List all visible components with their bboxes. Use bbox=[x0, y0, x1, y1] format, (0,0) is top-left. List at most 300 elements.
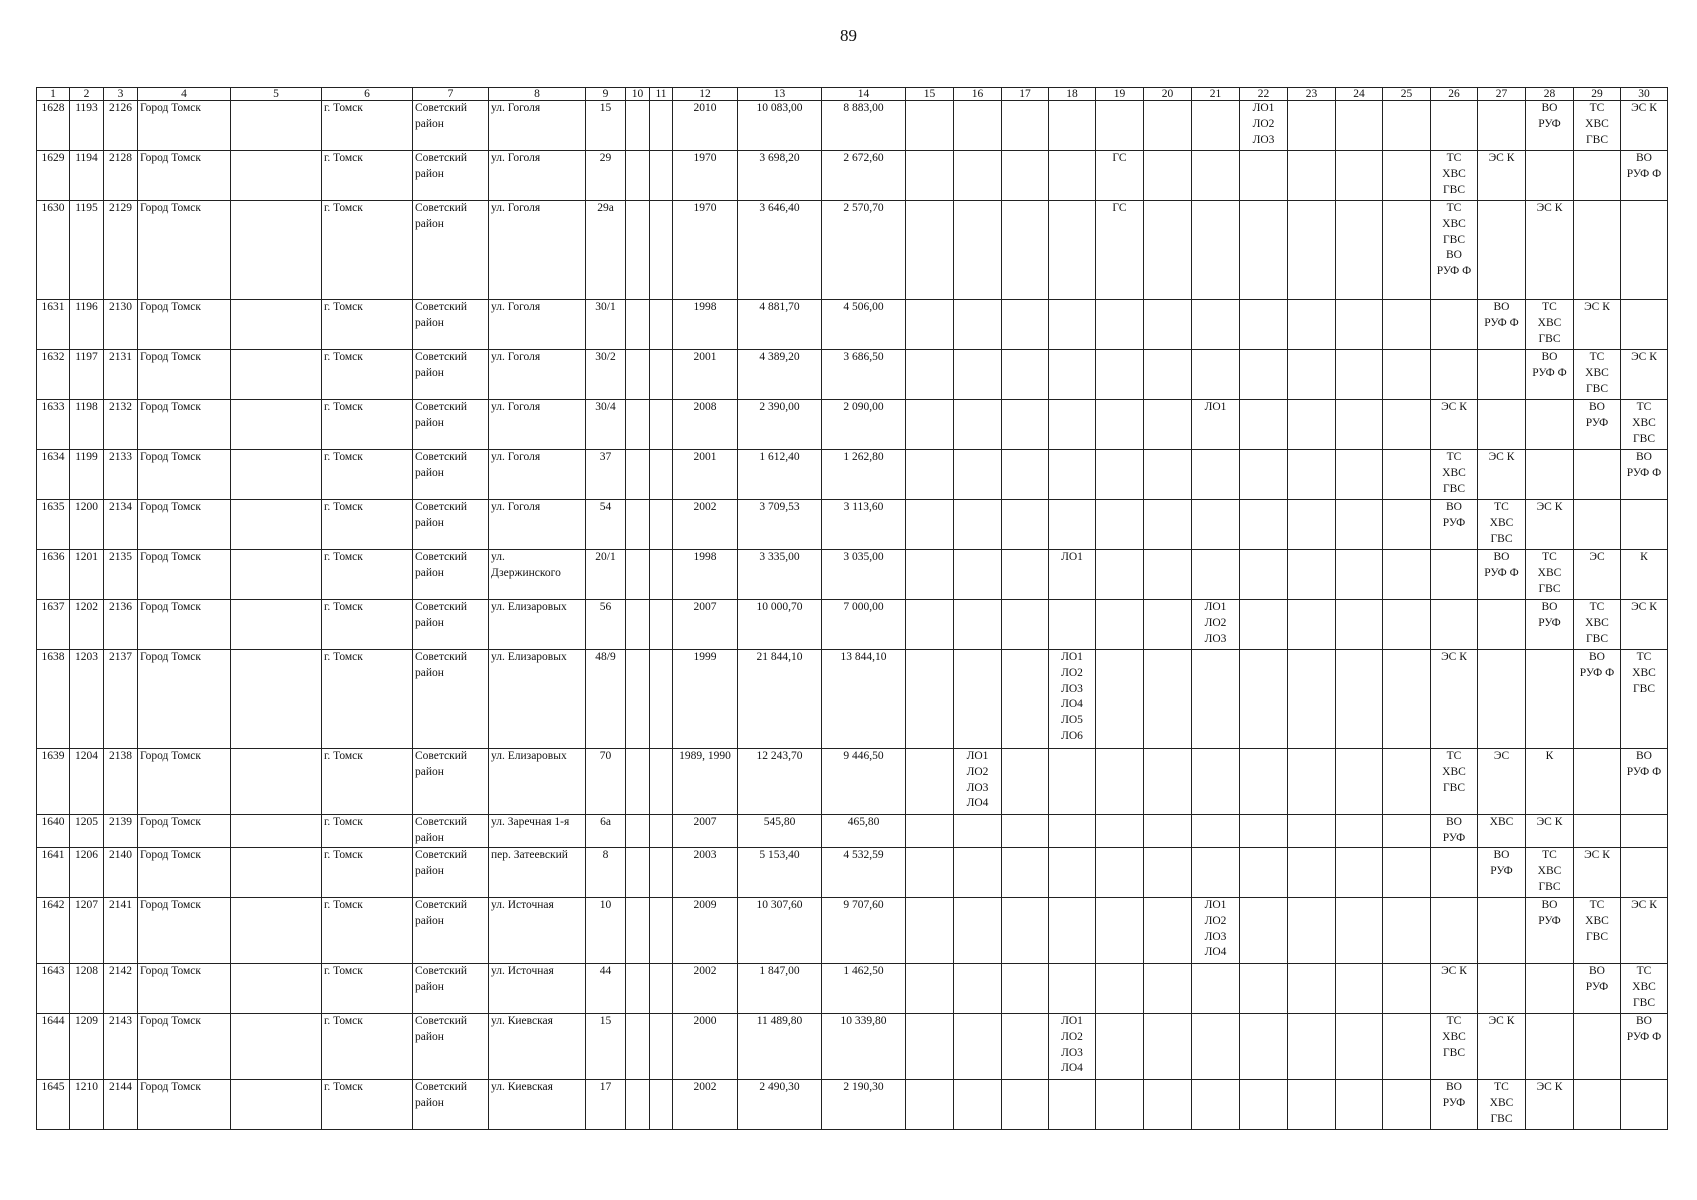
table-cell: Город Томск bbox=[138, 300, 231, 350]
table-cell bbox=[954, 101, 1002, 151]
table-cell: г. Томск bbox=[322, 500, 413, 550]
table-cell: 2010 bbox=[673, 101, 738, 151]
table-cell: г. Томск bbox=[322, 1014, 413, 1080]
header-cell: 27 bbox=[1478, 88, 1526, 101]
table-cell: г. Томск bbox=[322, 898, 413, 964]
table-cell: 3 035,00 bbox=[822, 550, 906, 600]
header-cell: 3 bbox=[104, 88, 138, 101]
table-cell bbox=[1096, 400, 1144, 450]
table-cell bbox=[906, 815, 954, 848]
table-cell: 1204 bbox=[70, 749, 104, 815]
table-cell bbox=[1383, 1014, 1431, 1080]
table-cell bbox=[1478, 350, 1526, 400]
table-cell: 1644 bbox=[37, 1014, 70, 1080]
table-cell bbox=[1144, 848, 1192, 898]
table-cell: 1645 bbox=[37, 1080, 70, 1130]
header-cell: 22 bbox=[1240, 88, 1288, 101]
table-cell: Город Томск bbox=[138, 151, 231, 201]
table-cell: 1198 bbox=[70, 400, 104, 450]
table-cell bbox=[954, 500, 1002, 550]
table-cell bbox=[1288, 450, 1336, 500]
table-cell bbox=[1144, 898, 1192, 964]
table-cell: 2001 bbox=[673, 350, 738, 400]
table-cell bbox=[1096, 101, 1144, 151]
table-cell: 1637 bbox=[37, 600, 70, 650]
table-row bbox=[37, 898, 1668, 964]
table-cell bbox=[1144, 400, 1192, 450]
table-cell bbox=[1002, 650, 1049, 749]
table-cell bbox=[1002, 350, 1049, 400]
table-cell bbox=[1002, 815, 1049, 848]
table-cell: ул. Заречная 1-я bbox=[489, 815, 586, 848]
table-cell bbox=[1240, 500, 1288, 550]
header-cell: 15 bbox=[906, 88, 954, 101]
table-cell: 2130 bbox=[104, 300, 138, 350]
table-cell bbox=[1002, 101, 1049, 151]
table-cell bbox=[1002, 500, 1049, 550]
table-cell: Город Томск bbox=[138, 550, 231, 600]
table-cell: Город Томск bbox=[138, 964, 231, 1014]
table-cell: 1632 bbox=[37, 350, 70, 400]
table-cell: 3 646,40 bbox=[738, 201, 822, 300]
table-row bbox=[37, 815, 1668, 848]
header-cell: 12 bbox=[673, 88, 738, 101]
table-cell bbox=[954, 848, 1002, 898]
table-cell: Советский район bbox=[413, 1080, 489, 1130]
table-cell: 4 506,00 bbox=[822, 300, 906, 350]
table-cell bbox=[906, 550, 954, 600]
table-cell bbox=[1288, 650, 1336, 749]
table-cell bbox=[650, 650, 673, 749]
table-cell bbox=[1096, 964, 1144, 1014]
table-cell: 1199 bbox=[70, 450, 104, 500]
table-cell: г. Томск bbox=[322, 964, 413, 1014]
table-cell bbox=[906, 1014, 954, 1080]
table-cell: 2002 bbox=[673, 1080, 738, 1130]
table-cell bbox=[1192, 300, 1240, 350]
table-cell bbox=[1049, 749, 1096, 815]
table-cell: ВО РУФ Ф bbox=[1621, 749, 1668, 815]
table-cell: ТС ХВС ГВС bbox=[1431, 151, 1478, 201]
table-cell bbox=[1144, 350, 1192, 400]
table-cell bbox=[1192, 815, 1240, 848]
table-cell bbox=[1096, 1014, 1144, 1080]
table-cell bbox=[1192, 450, 1240, 500]
table-row bbox=[37, 1014, 1668, 1080]
table-cell: 29а bbox=[586, 201, 626, 300]
table-cell bbox=[231, 815, 322, 848]
table-cell: г. Томск bbox=[322, 848, 413, 898]
table-cell bbox=[906, 350, 954, 400]
table-cell: 7 000,00 bbox=[822, 600, 906, 650]
header-cell: 24 bbox=[1336, 88, 1383, 101]
table-cell: 2135 bbox=[104, 550, 138, 600]
table-cell: 2002 bbox=[673, 964, 738, 1014]
table-cell: 5 153,40 bbox=[738, 848, 822, 898]
table-cell: Советский район bbox=[413, 749, 489, 815]
table-cell: 12 243,70 bbox=[738, 749, 822, 815]
table-cell: К bbox=[1526, 749, 1574, 815]
header-cell: 1 bbox=[37, 88, 70, 101]
table-cell: г. Томск bbox=[322, 400, 413, 450]
table-cell: ЭС К bbox=[1526, 201, 1574, 300]
table-cell bbox=[1336, 1080, 1383, 1130]
table-cell bbox=[1574, 500, 1621, 550]
table-cell bbox=[954, 600, 1002, 650]
table-cell bbox=[1288, 350, 1336, 400]
table-cell bbox=[231, 400, 322, 450]
table-cell: 1194 bbox=[70, 151, 104, 201]
header-cell: 19 bbox=[1096, 88, 1144, 101]
table-cell bbox=[1144, 1014, 1192, 1080]
table-cell bbox=[1002, 201, 1049, 300]
table-cell bbox=[650, 749, 673, 815]
table-cell bbox=[954, 151, 1002, 201]
table-cell: ВО РУФ bbox=[1431, 815, 1478, 848]
table-cell bbox=[1478, 964, 1526, 1014]
table-cell: К bbox=[1621, 550, 1668, 600]
table-cell bbox=[626, 500, 650, 550]
table-cell bbox=[626, 650, 650, 749]
table-cell: 30/1 bbox=[586, 300, 626, 350]
table-cell bbox=[906, 650, 954, 749]
table-cell: ул. Елизаровых bbox=[489, 600, 586, 650]
table-cell: 1642 bbox=[37, 898, 70, 964]
table-cell bbox=[1383, 450, 1431, 500]
table-cell bbox=[954, 1080, 1002, 1130]
table-cell bbox=[1336, 400, 1383, 450]
table-cell: 2126 bbox=[104, 101, 138, 151]
table-cell: ТС ХВС ГВС bbox=[1431, 1014, 1478, 1080]
table-cell bbox=[1478, 600, 1526, 650]
table-cell bbox=[1431, 550, 1478, 600]
table-cell: 48/9 bbox=[586, 650, 626, 749]
table-cell bbox=[650, 300, 673, 350]
table-cell: ТС ХВС ГВС bbox=[1574, 350, 1621, 400]
table-cell: ВО РУФ bbox=[1431, 1080, 1478, 1130]
table-cell bbox=[1096, 650, 1144, 749]
table-cell bbox=[1288, 151, 1336, 201]
table-cell bbox=[1096, 1080, 1144, 1130]
table-cell bbox=[906, 749, 954, 815]
data-table bbox=[36, 87, 1668, 1130]
table-cell: Город Томск bbox=[138, 500, 231, 550]
table-cell bbox=[1621, 815, 1668, 848]
table-cell bbox=[231, 600, 322, 650]
table-cell bbox=[1383, 350, 1431, 400]
table-cell: 1196 bbox=[70, 300, 104, 350]
table-cell bbox=[1383, 201, 1431, 300]
table-cell bbox=[1144, 964, 1192, 1014]
table-row bbox=[37, 500, 1668, 550]
table-cell: 1200 bbox=[70, 500, 104, 550]
table-cell: ТС ХВС ГВС bbox=[1621, 964, 1668, 1014]
table-cell: ТС ХВС ГВС ВО РУФ Ф bbox=[1431, 201, 1478, 300]
table-cell bbox=[231, 350, 322, 400]
table-cell: 3 686,50 bbox=[822, 350, 906, 400]
table-cell bbox=[1621, 201, 1668, 300]
table-cell: 1638 bbox=[37, 650, 70, 749]
table-cell: 1639 bbox=[37, 749, 70, 815]
table-cell bbox=[1621, 300, 1668, 350]
table-cell bbox=[1192, 1080, 1240, 1130]
table-cell bbox=[1049, 151, 1096, 201]
table-cell bbox=[1144, 815, 1192, 848]
table-cell bbox=[231, 300, 322, 350]
table-cell bbox=[1288, 898, 1336, 964]
table-cell: 9 446,50 bbox=[822, 749, 906, 815]
table-cell bbox=[1192, 151, 1240, 201]
table-cell bbox=[1288, 300, 1336, 350]
table-cell bbox=[1144, 500, 1192, 550]
table-cell bbox=[1288, 1080, 1336, 1130]
table-cell: ТС ХВС ГВС bbox=[1478, 500, 1526, 550]
table-cell bbox=[954, 300, 1002, 350]
table-cell bbox=[1431, 300, 1478, 350]
table-cell bbox=[1336, 350, 1383, 400]
table-cell: 37 bbox=[586, 450, 626, 500]
table-cell bbox=[1526, 450, 1574, 500]
table-cell bbox=[1002, 300, 1049, 350]
table-cell bbox=[1192, 650, 1240, 749]
table-cell: ЭС К bbox=[1478, 450, 1526, 500]
table-cell bbox=[650, 898, 673, 964]
table-cell bbox=[906, 898, 954, 964]
table-cell: Советский район bbox=[413, 848, 489, 898]
table-cell bbox=[1336, 815, 1383, 848]
table-cell bbox=[1336, 201, 1383, 300]
table-cell: г. Томск bbox=[322, 300, 413, 350]
table-cell: ТС ХВС ГВС bbox=[1526, 848, 1574, 898]
table-cell bbox=[954, 550, 1002, 600]
table-cell bbox=[1621, 848, 1668, 898]
table-cell bbox=[1096, 500, 1144, 550]
table-cell bbox=[1240, 1080, 1288, 1130]
table-cell: ЭС bbox=[1574, 550, 1621, 600]
table-cell: Город Томск bbox=[138, 848, 231, 898]
table-cell bbox=[1096, 749, 1144, 815]
table-cell bbox=[954, 815, 1002, 848]
table-cell: ЭС К bbox=[1574, 848, 1621, 898]
table-cell: 1989, 1990 bbox=[673, 749, 738, 815]
table-cell: Советский район bbox=[413, 898, 489, 964]
table-cell bbox=[1049, 450, 1096, 500]
table-cell: ул. Гоголя bbox=[489, 350, 586, 400]
table-cell: 1629 bbox=[37, 151, 70, 201]
table-cell: 2003 bbox=[673, 848, 738, 898]
table-cell: 2133 bbox=[104, 450, 138, 500]
table-cell: 2137 bbox=[104, 650, 138, 749]
table-cell bbox=[231, 898, 322, 964]
table-cell: 1193 bbox=[70, 101, 104, 151]
table-cell: г. Томск bbox=[322, 815, 413, 848]
table-cell bbox=[1336, 300, 1383, 350]
header-cell: 29 bbox=[1574, 88, 1621, 101]
table-cell bbox=[1192, 848, 1240, 898]
table-cell: 2141 bbox=[104, 898, 138, 964]
table-cell: 2132 bbox=[104, 400, 138, 450]
table-cell: 1633 bbox=[37, 400, 70, 450]
table-cell: ВО РУФ Ф bbox=[1478, 550, 1526, 600]
table-cell: 2143 bbox=[104, 1014, 138, 1080]
table-cell: г. Томск bbox=[322, 350, 413, 400]
table-cell bbox=[1002, 848, 1049, 898]
table-cell bbox=[906, 964, 954, 1014]
table-cell bbox=[1192, 201, 1240, 300]
table-cell: Советский район bbox=[413, 400, 489, 450]
table-cell bbox=[626, 201, 650, 300]
table-row bbox=[37, 1080, 1668, 1130]
table-cell: 2007 bbox=[673, 600, 738, 650]
table-cell: 15 bbox=[586, 101, 626, 151]
table-cell: Город Томск bbox=[138, 749, 231, 815]
table-cell bbox=[1192, 550, 1240, 600]
table-cell: Город Томск bbox=[138, 1014, 231, 1080]
table-cell: 44 bbox=[586, 964, 626, 1014]
table-cell bbox=[906, 450, 954, 500]
table-cell: Город Томск bbox=[138, 600, 231, 650]
header-row bbox=[37, 88, 1668, 101]
table-cell bbox=[626, 1014, 650, 1080]
table-cell: г. Томск bbox=[322, 201, 413, 300]
table-cell: ул. Источная bbox=[489, 964, 586, 1014]
table-cell bbox=[1192, 1014, 1240, 1080]
table-cell bbox=[1049, 201, 1096, 300]
table-cell bbox=[1144, 749, 1192, 815]
table-cell: Советский район bbox=[413, 815, 489, 848]
table-cell: 1209 bbox=[70, 1014, 104, 1080]
table-cell bbox=[1096, 450, 1144, 500]
table-cell: 2131 bbox=[104, 350, 138, 400]
table-cell bbox=[1240, 350, 1288, 400]
table-cell: 1643 bbox=[37, 964, 70, 1014]
table-cell: ВО РУФ bbox=[1574, 400, 1621, 450]
table-cell: Город Томск bbox=[138, 350, 231, 400]
table-cell: ТС ХВС ГВС bbox=[1526, 300, 1574, 350]
table-cell bbox=[650, 848, 673, 898]
table-cell bbox=[1049, 964, 1096, 1014]
table-cell: г. Томск bbox=[322, 1080, 413, 1130]
table-cell bbox=[1574, 1014, 1621, 1080]
table-cell bbox=[1049, 350, 1096, 400]
table-cell: Советский район bbox=[413, 101, 489, 151]
table-cell: ГС bbox=[1096, 201, 1144, 300]
table-cell bbox=[1288, 400, 1336, 450]
table-row bbox=[37, 650, 1668, 749]
table-cell: ВО РУФ bbox=[1574, 964, 1621, 1014]
table-cell: ЛО1 ЛО2 ЛО3 ЛО4 bbox=[954, 749, 1002, 815]
table-cell: ЭС К bbox=[1478, 1014, 1526, 1080]
table-cell bbox=[650, 815, 673, 848]
table-cell: 1998 bbox=[673, 550, 738, 600]
table-cell bbox=[1288, 964, 1336, 1014]
table-cell bbox=[1192, 749, 1240, 815]
table-cell: 2142 bbox=[104, 964, 138, 1014]
table-cell: 2001 bbox=[673, 450, 738, 500]
table-cell bbox=[1383, 500, 1431, 550]
table-cell: ЭС К bbox=[1478, 151, 1526, 201]
table-cell bbox=[1478, 201, 1526, 300]
table-cell: Город Томск bbox=[138, 201, 231, 300]
table-cell bbox=[1002, 964, 1049, 1014]
table-cell bbox=[1002, 1014, 1049, 1080]
table-cell bbox=[1002, 600, 1049, 650]
table-cell bbox=[1288, 815, 1336, 848]
table-cell bbox=[1096, 898, 1144, 964]
table-cell: ЭС К bbox=[1621, 101, 1668, 151]
table-cell bbox=[1240, 600, 1288, 650]
table-cell: 1634 bbox=[37, 450, 70, 500]
table-cell: ЭС К bbox=[1621, 350, 1668, 400]
table-cell: ЭС К bbox=[1431, 400, 1478, 450]
table-cell bbox=[1002, 1080, 1049, 1130]
table-cell: Советский район bbox=[413, 350, 489, 400]
table-cell bbox=[906, 151, 954, 201]
table-cell bbox=[650, 450, 673, 500]
table-cell bbox=[1526, 1014, 1574, 1080]
table-cell: 9 707,60 bbox=[822, 898, 906, 964]
table-cell: ТС ХВС ГВС bbox=[1574, 600, 1621, 650]
header-cell: 23 bbox=[1288, 88, 1336, 101]
table-cell bbox=[1240, 815, 1288, 848]
table-cell: 2008 bbox=[673, 400, 738, 450]
table-cell: 3 698,20 bbox=[738, 151, 822, 201]
table-cell: 1631 bbox=[37, 300, 70, 350]
table-cell bbox=[1288, 1014, 1336, 1080]
table-cell: ул. Елизаровых bbox=[489, 749, 586, 815]
table-cell: 2134 bbox=[104, 500, 138, 550]
header-cell: 26 bbox=[1431, 88, 1478, 101]
table-cell bbox=[1144, 151, 1192, 201]
table-cell bbox=[1336, 600, 1383, 650]
table-cell bbox=[1049, 101, 1096, 151]
table-cell bbox=[1621, 1080, 1668, 1130]
table-cell bbox=[1096, 350, 1144, 400]
table-cell: Советский район bbox=[413, 550, 489, 600]
table-cell: 2140 bbox=[104, 848, 138, 898]
table-row bbox=[37, 550, 1668, 600]
header-cell: 9 bbox=[586, 88, 626, 101]
table-cell bbox=[906, 500, 954, 550]
table-cell: 545,80 bbox=[738, 815, 822, 848]
table-cell bbox=[1049, 1080, 1096, 1130]
table-cell: 2002 bbox=[673, 500, 738, 550]
table-cell bbox=[1431, 898, 1478, 964]
table-cell: 2136 bbox=[104, 600, 138, 650]
table-cell: 1 462,50 bbox=[822, 964, 906, 1014]
table-cell bbox=[1096, 815, 1144, 848]
table-cell: ЛО1 ЛО2 ЛО3 bbox=[1240, 101, 1288, 151]
table-cell: ул. Елизаровых bbox=[489, 650, 586, 749]
table-cell: ул. Киевская bbox=[489, 1080, 586, 1130]
table-cell: ВО РУФ Ф bbox=[1621, 1014, 1668, 1080]
header-cell: 7 bbox=[413, 88, 489, 101]
header-cell: 28 bbox=[1526, 88, 1574, 101]
table-cell: ВО РУФ Ф bbox=[1621, 151, 1668, 201]
table-cell bbox=[650, 600, 673, 650]
table-cell: ул. Дзержинского bbox=[489, 550, 586, 600]
table-cell: 1998 bbox=[673, 300, 738, 350]
table-cell bbox=[1383, 650, 1431, 749]
table-cell: Советский район bbox=[413, 1014, 489, 1080]
table-cell: 1202 bbox=[70, 600, 104, 650]
table-cell: 1208 bbox=[70, 964, 104, 1014]
table-cell bbox=[1288, 550, 1336, 600]
table-cell bbox=[231, 1014, 322, 1080]
table-cell bbox=[1192, 350, 1240, 400]
table-cell bbox=[231, 450, 322, 500]
header-cell: 14 bbox=[822, 88, 906, 101]
